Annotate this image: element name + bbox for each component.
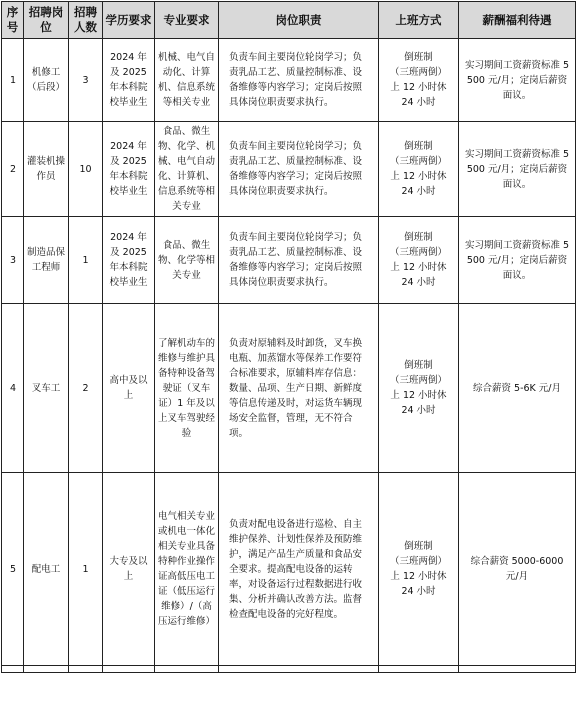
cell-edu: 2024 年及 2025 年本科院校毕业生 <box>103 122 155 217</box>
cell-duty: 负责车间主要岗位轮岗学习；负责乳品工艺、质量控制标准、设备维修等内容学习；定岗后按照具体岗位职责要求执行。 <box>219 122 379 217</box>
cell-edu: 大专及以上 <box>103 473 155 666</box>
cell-pay: 实习期间工资薪资标准 5500 元/月；定岗后薪资面议。 <box>459 39 576 122</box>
recruitment-table <box>1 1 576 673</box>
shift-line: （三班两倒） <box>389 247 447 258</box>
cell-edu: 2024 年及 2025 年本科院校毕业生 <box>103 39 155 122</box>
shift-line: 上 12 小时休 <box>390 82 447 93</box>
shift-line: 上 12 小时休 <box>390 171 447 182</box>
cell-pay: 实习期间工资薪资标准 5500 元/月；定岗后薪资面议。 <box>459 122 576 217</box>
empty-cell <box>69 666 103 673</box>
cell-no: 5 <box>2 473 24 666</box>
recruitment-table-sheet <box>1 1 575 673</box>
shift-line: （三班两倒） <box>389 156 447 167</box>
cell-no: 4 <box>2 304 24 473</box>
header-edu: 学历要求 <box>103 2 155 39</box>
shift-line: 倒班制 <box>404 141 433 152</box>
cell-pay: 综合薪资 5000-6000 元/月 <box>459 473 576 666</box>
empty-cell <box>24 666 69 673</box>
cell-post: 制造品保工程师 <box>24 217 69 304</box>
shift-line: （三班两倒） <box>389 375 447 386</box>
cell-no: 3 <box>2 217 24 304</box>
shift-line: 上 12 小时休 <box>390 390 447 401</box>
table-row <box>2 122 576 217</box>
shift-line: （三班两倒） <box>389 67 447 78</box>
header-count: 招聘人数 <box>69 2 103 39</box>
header-duty: 岗位职责 <box>219 2 379 39</box>
cell-major: 机械、电气自动化、计算机、信息系统等相关专业 <box>155 39 219 122</box>
cell-major: 食品、微生物、化学、机械、电气自动化、计算机、信息系统等相关专业 <box>155 122 219 217</box>
cell-count: 2 <box>69 304 103 473</box>
empty-cell <box>103 666 155 673</box>
empty-cell <box>155 666 219 673</box>
shift-line: 24 小时 <box>401 97 436 108</box>
cell-count: 10 <box>69 122 103 217</box>
shift-line: 上 12 小时休 <box>390 262 447 273</box>
shift-line: 上 12 小时休 <box>390 571 447 582</box>
shift-line: 24 小时 <box>401 277 436 288</box>
cell-count: 1 <box>69 473 103 666</box>
shift-line: 24 小时 <box>401 405 436 416</box>
header-row <box>2 2 576 39</box>
cell-edu: 高中及以上 <box>103 304 155 473</box>
cell-shift <box>379 304 459 473</box>
table-row <box>2 304 576 473</box>
cell-duty: 负责车间主要岗位轮岗学习；负责乳品工艺、质量控制标准、设备维修等内容学习；定岗后按照具体岗位职责要求执行。 <box>219 39 379 122</box>
shift-line: 倒班制 <box>404 232 433 243</box>
cell-shift <box>379 122 459 217</box>
cell-shift <box>379 473 459 666</box>
table-row-empty <box>2 666 576 673</box>
shift-line: 倒班制 <box>404 360 433 371</box>
shift-line: 24 小时 <box>401 586 436 597</box>
header-post: 招聘岗位 <box>24 2 69 39</box>
cell-edu: 2024 年及 2025 年本科院校毕业生 <box>103 217 155 304</box>
cell-shift <box>379 217 459 304</box>
empty-cell <box>379 666 459 673</box>
table-row <box>2 217 576 304</box>
cell-no: 1 <box>2 39 24 122</box>
cell-duty: 负责对原辅料及时卸货，叉车换电瓶、加蒸馏水等保养工作要符合标准要求，原辅料库存信息：数量、品项、生产日期、新鲜度等信息传递及时，对运货车辆现场安全监督，管理，无不符合项。 <box>219 304 379 473</box>
cell-post: 灌装机操作员 <box>24 122 69 217</box>
cell-pay: 实习期间工资薪资标准 5500 元/月；定岗后薪资面议。 <box>459 217 576 304</box>
cell-duty: 负责对配电设备进行巡检、自主维护保养、计划性保养及预防维护，满足产品生产质量和食品安全要求。提高配电设备的运转率，对设备运行过程数据进行收集、分析并确认改善方法。监督检查配电设备的完好程度。 <box>219 473 379 666</box>
shift-line: 24 小时 <box>401 186 436 197</box>
cell-shift <box>379 39 459 122</box>
cell-count: 3 <box>69 39 103 122</box>
cell-post: 叉车工 <box>24 304 69 473</box>
cell-pay: 综合薪资 5-6K 元/月 <box>459 304 576 473</box>
empty-cell <box>459 666 576 673</box>
cell-post: 机修工（后段） <box>24 39 69 122</box>
cell-major: 了解机动车的维修与维护具备特种设备驾驶证（叉车证）1 年及以上叉车驾驶经验 <box>155 304 219 473</box>
cell-count: 1 <box>69 217 103 304</box>
cell-post: 配电工 <box>24 473 69 666</box>
cell-duty: 负责车间主要岗位轮岗学习；负责乳品工艺、质量控制标准、设备维修等内容学习；定岗后按照具体岗位职责要求执行。 <box>219 217 379 304</box>
shift-line: 倒班制 <box>404 52 433 63</box>
cell-major: 食品、微生物、化学等相关专业 <box>155 217 219 304</box>
table-row <box>2 39 576 122</box>
empty-cell <box>2 666 24 673</box>
cell-major: 电气相关专业或机电一体化相关专业具备特种作业操作证高低压电工证（低压运行维修）/（高压运行维修） <box>155 473 219 666</box>
header-shift: 上班方式 <box>379 2 459 39</box>
shift-line: 倒班制 <box>404 541 433 552</box>
header-major: 专业要求 <box>155 2 219 39</box>
table-row <box>2 473 576 666</box>
header-no: 序号 <box>2 2 24 39</box>
header-pay: 薪酬福利待遇 <box>459 2 576 39</box>
shift-line: （三班两倒） <box>389 556 447 567</box>
cell-no: 2 <box>2 122 24 217</box>
empty-cell <box>219 666 379 673</box>
